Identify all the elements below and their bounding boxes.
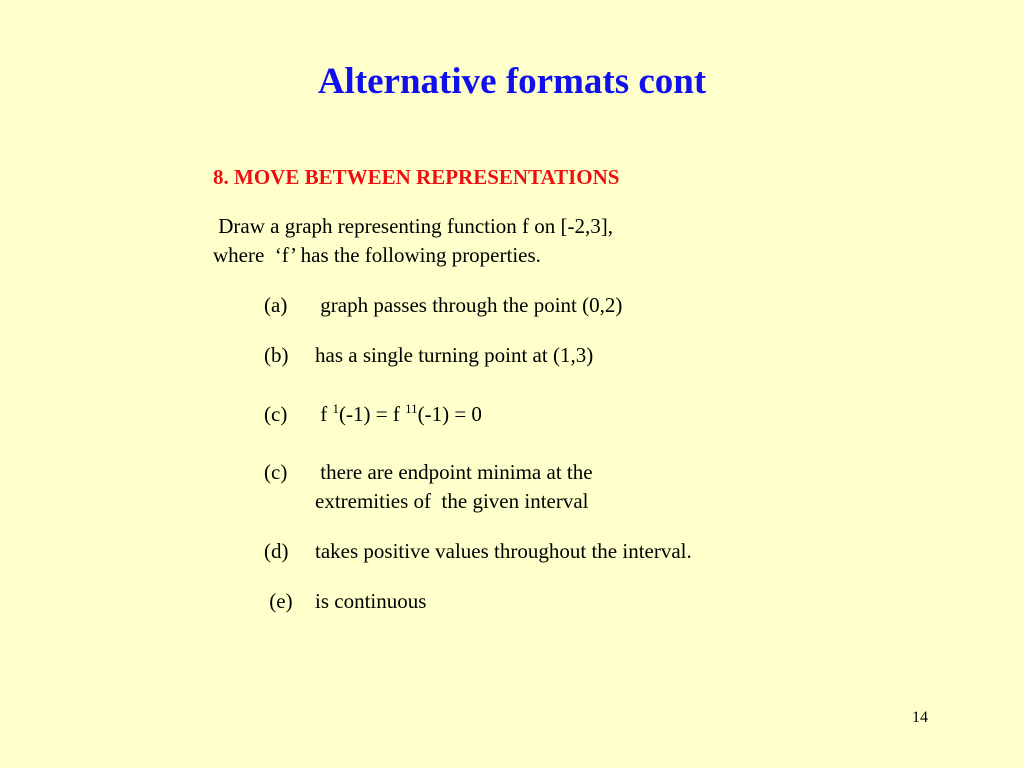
derivative-f: f: [315, 402, 333, 426]
property-text: there are endpoint minima at the extremities of the given interval: [315, 460, 593, 513]
property-text: graph passes through the point (0,2): [315, 293, 623, 317]
property-label: (d): [264, 539, 289, 563]
property-label: (c): [264, 460, 288, 484]
property-label: (e): [264, 589, 293, 613]
property-label: (a): [264, 293, 288, 317]
property-text: [315, 400, 482, 429]
first-derivative-mark: 1: [332, 401, 339, 416]
page-number: 14: [912, 709, 928, 726]
derivative-equation-middle: (-1) = f: [339, 402, 406, 426]
intro-text: Draw a graph representing function f on [-2,3], where ‘f’ has the following properties.: [213, 214, 614, 267]
property-text: takes positive values throughout the interval.: [315, 539, 692, 563]
second-derivative-mark: 11: [405, 401, 418, 416]
property-label: (b): [264, 343, 289, 367]
property-text: has a single turning point at (1,3): [315, 343, 594, 367]
property-label: (c): [264, 402, 288, 426]
derivative-equation-end: (-1) = 0: [417, 402, 482, 426]
section-heading: 8. MOVE BETWEEN REPRESENTATIONS: [213, 165, 620, 189]
property-text: is continuous: [315, 589, 427, 613]
slide-title: Alternative formats cont: [317, 61, 707, 102]
